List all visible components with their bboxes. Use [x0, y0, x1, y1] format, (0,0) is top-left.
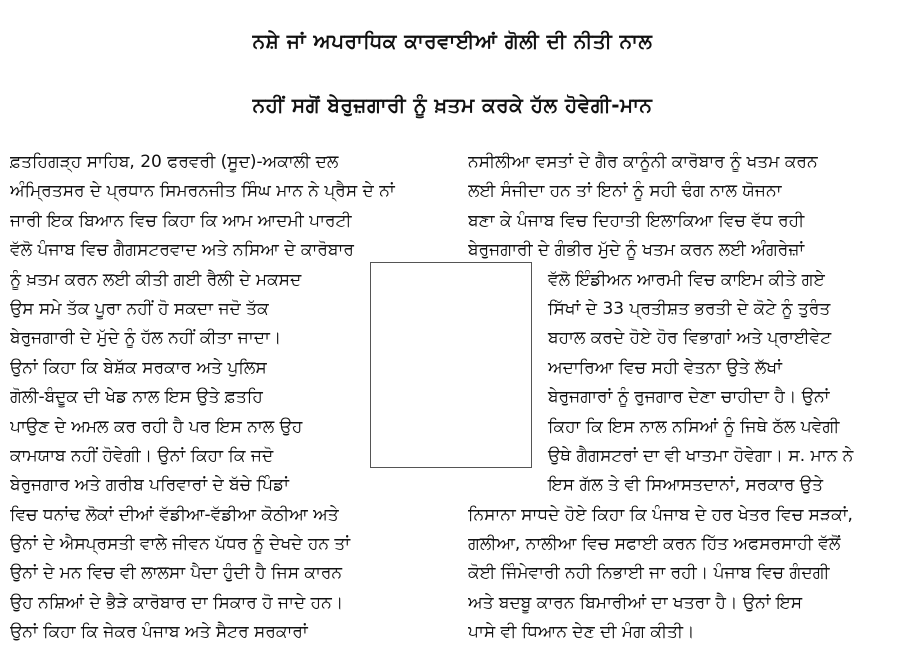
body-text-line: ਸਿੱਖਾਂ ਦੇ 33 ਪ੍ਰਤੀਸ਼ਤ ਭਰਤੀ ਦੇ ਕੋਟੇ ਨੂੰ ਤੁਰੰਤ	[548, 298, 831, 319]
article-right-column	[468, 148, 898, 648]
body-text-line: ਅੰਮ੍ਰਿਤਸਰ ਦੇ ਪ੍ਰਧਾਨ ਸਿਮਰਨਜੀਤ ਸਿੰਘ ਮਾਨ ਨੇ ਪ੍ਰੈਸ ਦੇ ਨਾਂ	[10, 181, 395, 202]
body-text-line: ਲਈ ਸੰਜੀਦਾ ਹਨ ਤਾਂ ਇਨਾਂ ਨੂੰ ਸਹੀ ਢੰਗ ਨਾਲ ਯੋਜਨਾ	[468, 181, 782, 202]
body-text-line: ਉਨਾਂ ਦੇ ਐਸਪ੍ਰਸਤੀ ਵਾਲੇ ਜੀਵਨ ਪੱਧਰ ਨੂੰ ਦੇਖਦੇ ਹਨ ਤਾਂ	[10, 534, 351, 555]
body-text-line: ਬੇਰੁਜਗਾਰਾਂ ਨੂੰ ਰੁਜਗਾਰ ਦੇਣਾ ਚਾਹੀਦਾ ਹੈ। ਉਨਾਂ	[548, 387, 830, 408]
body-text-line: ਬਣਾ ਕੇ ਪੰਜਾਬ ਵਿਚ ਦਿਹਾਤੀ ਇਲਾਕਿਆ ਵਿਚ ਵੱਧ ਰਹੀ	[468, 210, 805, 231]
body-text-line: ਪਾਉਣ ਦੇ ਅਮਲ ਕਰ ਰਹੀ ਹੈ ਪਰ ਇਸ ਨਾਲ ਉਹ	[10, 416, 303, 437]
body-text-line: ਕੋਈ ਜਿੰਮੇਵਾਰੀ ਨਹੀ ਨਿਭਾਈ ਜਾ ਰਹੀ। ਪੰਜਾਬ ਵਿਚ ਗੰਦਗੀ	[468, 563, 830, 584]
body-text-line: ਬੇਰੁਜਗਾਰ ਅਤੇ ਗਰੀਬ ਪਰਿਵਾਰਾਂ ਦੇ ਬੱਚੇ ਪਿੰਡਾਂ	[10, 475, 289, 496]
body-text-line: ਵੱਲੋ ਇੰਡੀਅਨ ਆਰਮੀ ਵਿਚ ਕਾਇਮ ਕੀਤੇ ਗਏ	[548, 269, 825, 290]
body-text-line: ਉਨਾਂ ਕਿਹਾ ਕਿ ਜੇਕਰ ਪੰਜਾਬ ਅਤੇ ਸੈਟਰ ਸਰਕਾਰਾਂ	[10, 622, 308, 643]
body-text-line: ਗਲੀਆ, ਨਾਲੀਆ ਵਿਚ ਸਫਾਈ ਕਰਨ ਹਿੱਤ ਅਫਸਰਸਾਹੀ ਵੱਲੋਂ	[468, 534, 841, 555]
body-text-line: ਬਹਾਲ ਕਰਦੇ ਹੋਏ ਹੋਰ ਵਿਭਾਗਾਂ ਅਤੇ ਪ੍ਰਾਈਵੇਟ	[548, 328, 832, 349]
body-text-line: ਨਿਸਾਨਾ ਸਾਧਦੇ ਹੋਏ ਕਿਹਾ ਕਿ ਪੰਜਾਬ ਦੇ ਹਰ ਖੇਤਰ ਵਿਚ ਸੜਕਾਂ,	[468, 504, 853, 525]
body-text-line: ਕਾਮਯਾਬ ਨਹੀਂ ਹੋਵੇਗੀ। ਉਨਾਂ ਕਿਹਾ ਕਿ ਜਦੋ	[10, 445, 274, 466]
body-text-line: ਉਸ ਸਮੇ ਤੱਕ ਪੂਰਾ ਨਹੀਂ ਹੋ ਸਕਦਾ ਜਦੋ ਤੱਕ	[10, 298, 269, 319]
body-text-line: ਵੱਲੋ ਪੰਜਾਬ ਵਿਚ ਗੈਗਸਟਰਵਾਦ ਅਤੇ ਨਸਿਆ ਦੇ ਕਾਰੋਬਾਰ	[10, 240, 354, 261]
body-text-line: ਵਿਚ ਧਨਾਂਢ ਲੋਕਾਂ ਦੀਆਂ ਵੱਡੀਆ-ਵੱਡੀਆ ਕੋਠੀਆ ਅਤੇ	[10, 504, 339, 525]
headline-line-1: ਨਸ਼ੇ ਜਾਂ ਅਪਰਾਧਿਕ ਕਾਰਵਾਈਆਂ ਗੋਲੀ ਦੀ ਨੀਤੀ ਨਾਲ	[252, 29, 653, 53]
body-text-line: ਬੇਰੁਜਗਾਰੀ ਦੇ ਮੁੱਦੇ ਨੂੰ ਹੱਲ ਨਹੀਂ ਕੀਤਾ ਜਾਦਾ।	[10, 328, 282, 349]
body-text-line: ਬੇਰੁਜਗਾਰੀ ਦੇ ਗੰਭੀਰ ਮੁੱਦੇ ਨੂੰ ਖਤਮ ਕਰਨ ਲਈ ਅੰਗਰੇਜ਼ਾਂ	[468, 240, 805, 261]
body-text-line: ਇਸ ਗੱਲ ਤੇ ਵੀ ਸਿਆਸਤਦਾਨਾਂ, ਸਰਕਾਰ ਉਤੇ	[548, 475, 823, 496]
body-text-line: ਫ਼ਤਹਿਗੜ੍ਹ ਸਾਹਿਬ, 20 ਫਰਵਰੀ (ਸੂਦ)-ਅਕਾਲੀ ਦਲ	[10, 152, 339, 172]
body-text-line: ਕਿਹਾ ਕਿ ਇਸ ਨਾਲ ਨਸਿਆਂ ਨੂੰ ਜਿਥੇ ਠੱਲ ਪਵੇਗੀ	[548, 416, 840, 437]
body-text-line: ਗੋਲੀ-ਬੰਦੂਕ ਦੀ ਖੇਡ ਨਾਲ ਇਸ ਉਤੇ ਫ਼ਤਹਿ	[10, 387, 263, 408]
body-text-line: ਪਾਸੇ ਵੀ ਧਿਆਨ ਦੇਣ ਦੀ ਮੰਗ ਕੀਤੀ।	[468, 622, 695, 643]
body-text-line: ਨਸੀਲੀਆ ਵਸਤਾਂ ਦੇ ਗੈਰ ਕਾਨੂੰਨੀ ਕਾਰੋਬਾਰ ਨੂੰ ਖਤਮ ਕਰਨ	[468, 152, 818, 172]
body-text-line: ਉਨਾਂ ਕਿਹਾ ਕਿ ਬੇਸ਼ੱਕ ਸਰਕਾਰ ਅਤੇ ਪੁਲਿਸ	[10, 357, 267, 378]
body-text-line: ਉਹ ਨਸ਼ਿਆਂ ਦੇ ਭੈੜੇ ਕਾਰੋਬਾਰ ਦਾ ਸਿਕਾਰ ਹੋ ਜਾਦੇ ਹਨ।	[10, 592, 344, 613]
headline-line-2: ਨਹੀਂ ਸਗੋਂ ਬੇਰੁਜ਼ਗਾਰੀ ਨੂੰ ਖ਼ਤਮ ਕਰਕੇ ਹੱਲ ਹੋਵੇਗੀ-ਮਾਨ	[252, 93, 653, 117]
body-text-line: ਉਨਾਂ ਦੇ ਮਨ ਵਿਚ ਵੀ ਲਾਲਸਾ ਪੈਦਾ ਹੁੰਦੀ ਹੈ ਜਿਸ ਕਾਰਨ	[10, 563, 343, 584]
body-text-line: ਜਾਰੀ ਇਕ ਬਿਆਨ ਵਿਚ ਕਿਹਾ ਕਿ ਆਮ ਆਦਮੀ ਪਾਰਟੀ	[10, 210, 352, 231]
body-text-line: ਨੂੰ ਖ਼ਤਮ ਕਰਨ ਲਈ ਕੀਤੀ ਗਈ ਰੈਲੀ ਦੇ ਮਕਸਦ	[10, 269, 302, 290]
body-text-line: ਅਦਾਰਿਆ ਵਿਚ ਸਹੀ ਵੇਤਨਾ ਉਤੇ ਲੱਖਾਂ	[548, 357, 782, 378]
body-text-line: ਉਥੇ ਗੈਗਸਟਰਾਂ ਦਾ ਵੀ ਖਾਤਮਾ ਹੋਵੇਗਾ। ਸ. ਮਾਨ ਨੇ	[548, 445, 854, 466]
body-text-line: ਅਤੇ ਬਦਬੂ ਕਾਰਨ ਬਿਮਾਰੀਆਂ ਦਾ ਖਤਰਾ ਹੈ। ਉਨਾਂ ਇਸ	[468, 592, 803, 613]
